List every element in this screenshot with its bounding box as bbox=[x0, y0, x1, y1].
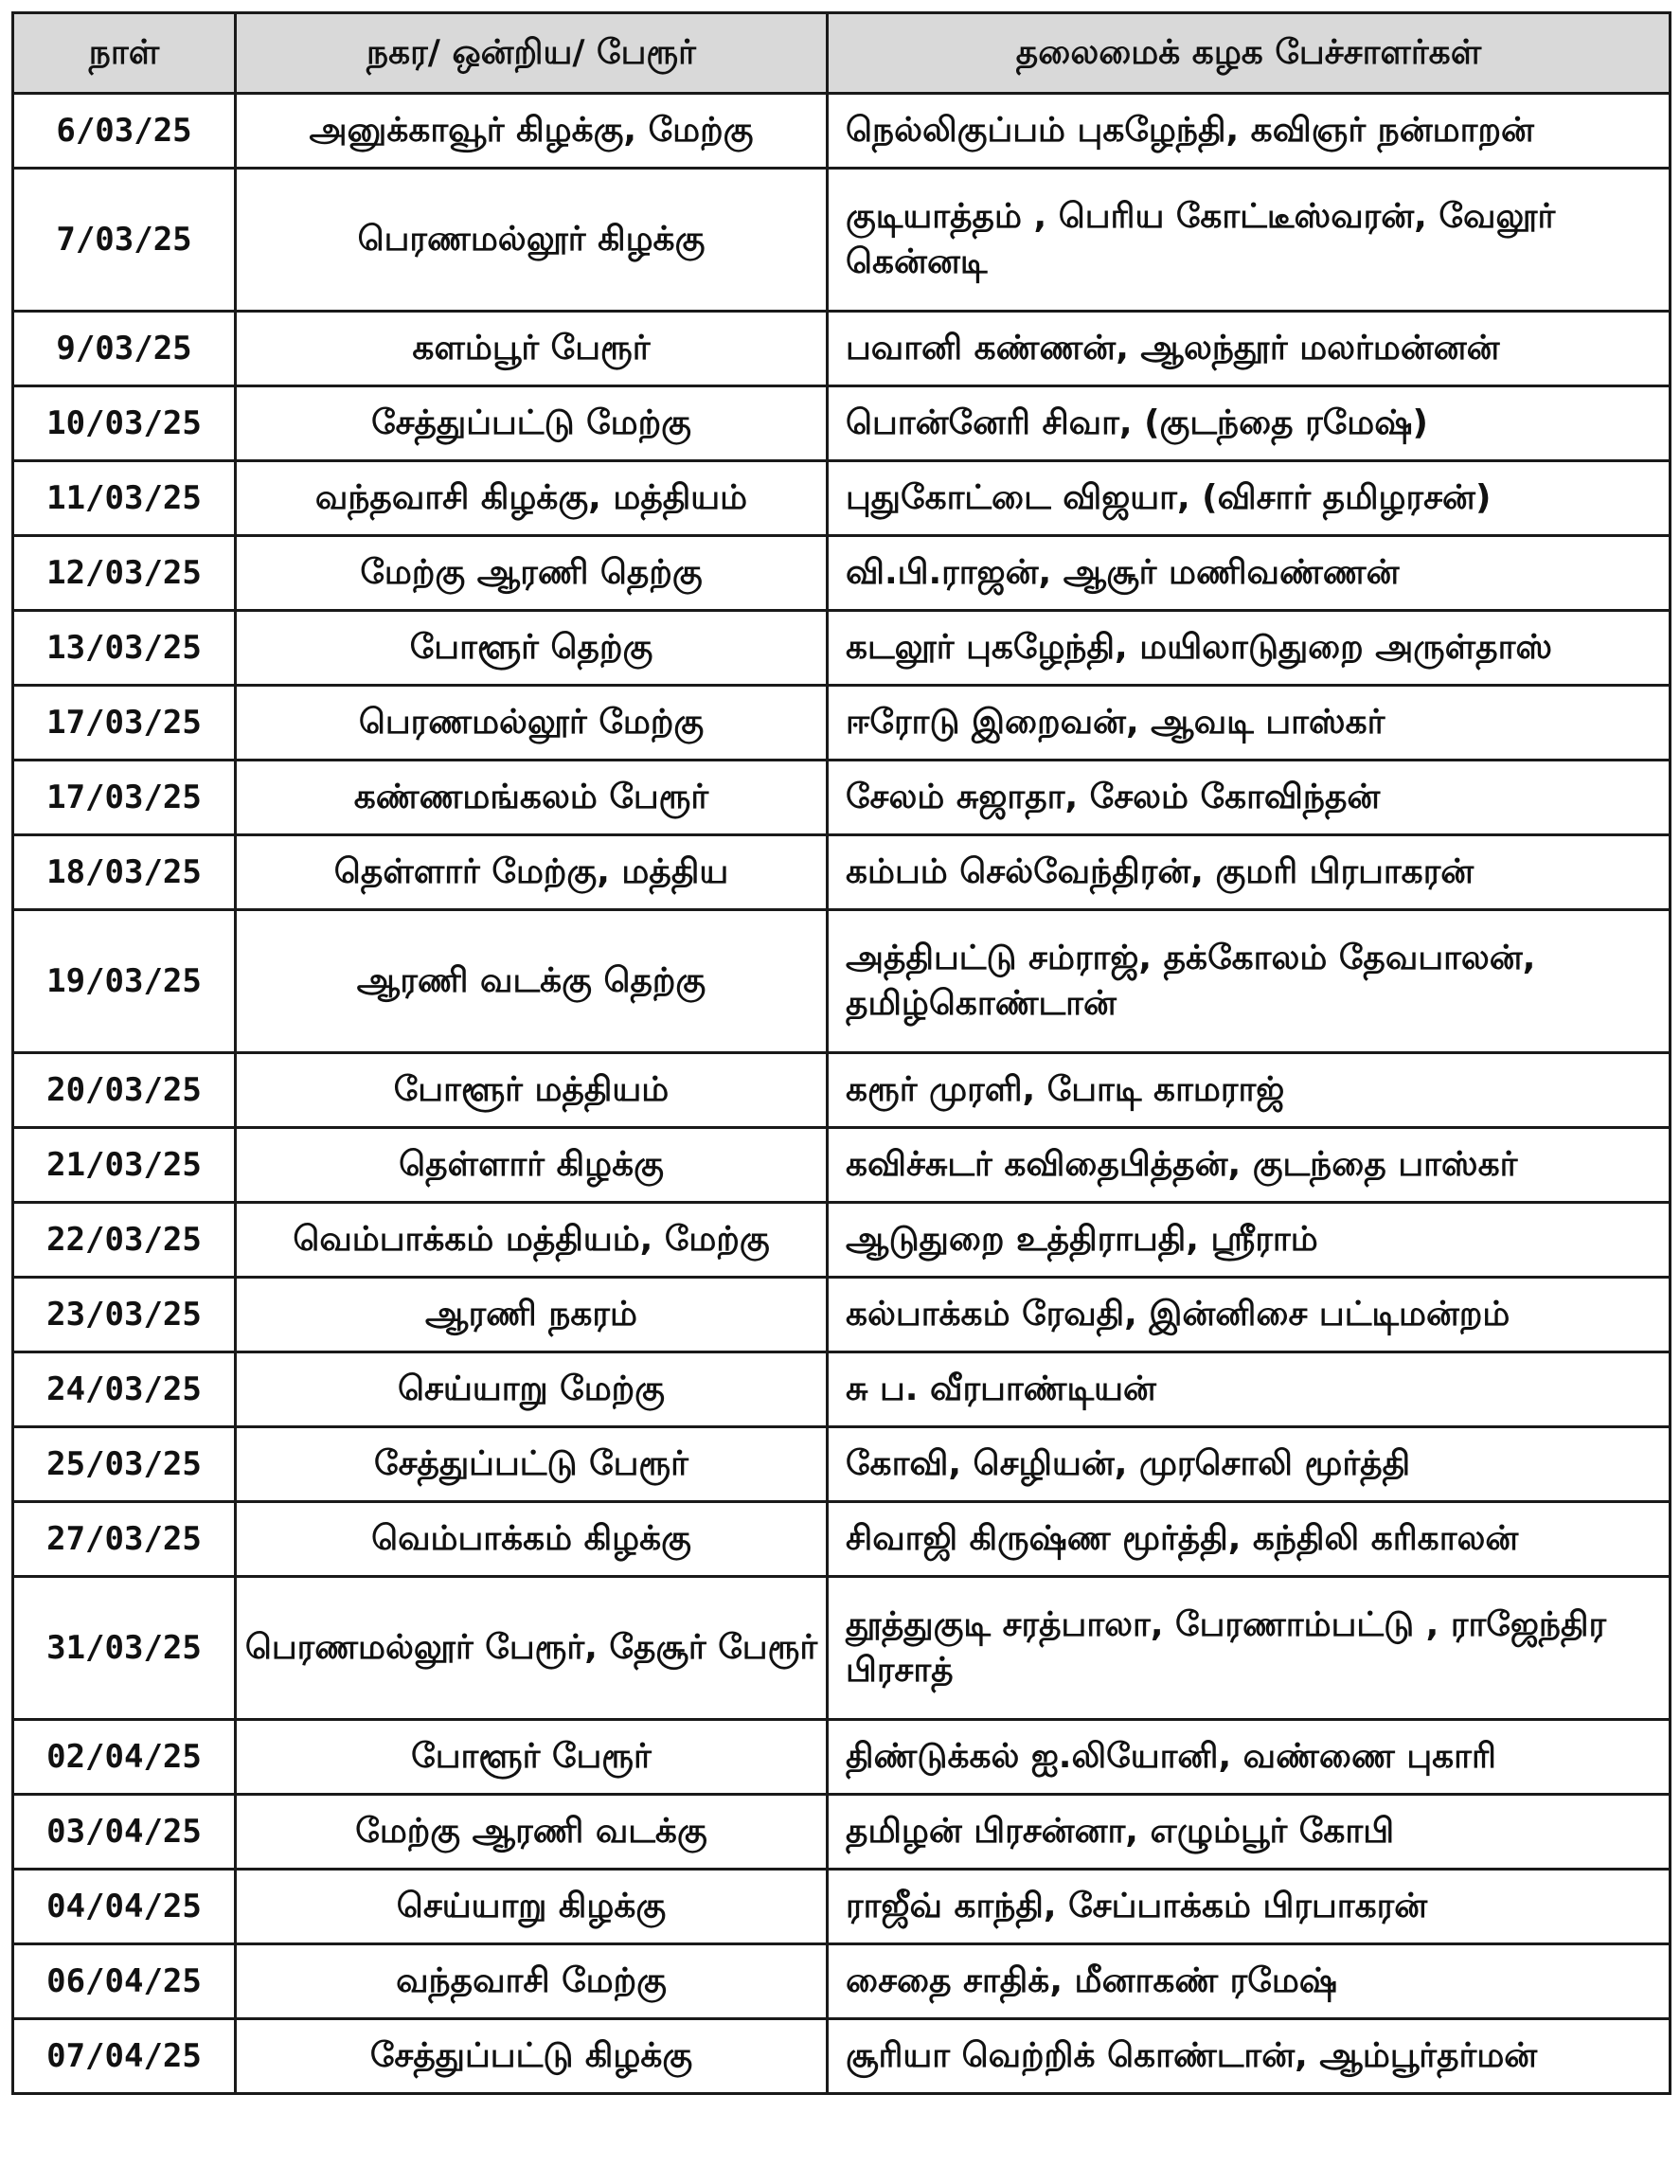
speakers-cell: சேலம் சுஜாதா, சேலம் கோவிந்தன் bbox=[828, 761, 1671, 835]
table-row bbox=[13, 1203, 1671, 1278]
speakers-cell: திண்டுக்கல் ஐ.லியோனி, வண்ணை புகாரி bbox=[828, 1720, 1671, 1795]
speakers-cell: நெல்லிகுப்பம் புகழேந்தி, கவிஞர் நன்மாறன் bbox=[828, 94, 1671, 169]
date-cell: 04/04/25 bbox=[13, 1870, 236, 1944]
table-row bbox=[13, 386, 1671, 461]
place-cell: செய்யாறு கிழக்கு bbox=[236, 1870, 828, 1944]
place-cell: சேத்துப்பட்டு கிழக்கு bbox=[236, 2019, 828, 2094]
table-row bbox=[13, 1577, 1671, 1720]
date-cell: 31/03/25 bbox=[13, 1577, 236, 1720]
table-row bbox=[13, 94, 1671, 169]
date-cell: 21/03/25 bbox=[13, 1128, 236, 1203]
speakers-cell: பொன்னேரி சிவா, (குடந்தை ரமேஷ்) bbox=[828, 386, 1671, 461]
place-cell: வந்தவாசி மேற்கு bbox=[236, 1944, 828, 2019]
speakers-cell: கவிச்சுடர் கவிதைபித்தன், குடந்தை பாஸ்கர் bbox=[828, 1128, 1671, 1203]
speakers-cell: கோவி, செழியன், முரசொலி மூர்த்தி bbox=[828, 1427, 1671, 1502]
place-cell: சேத்துப்பட்டு மேற்கு bbox=[236, 386, 828, 461]
table-row bbox=[13, 1795, 1671, 1870]
header-row bbox=[13, 13, 1671, 94]
table-row bbox=[13, 169, 1671, 312]
table-row bbox=[13, 1053, 1671, 1128]
date-cell: 25/03/25 bbox=[13, 1427, 236, 1502]
date-cell: 17/03/25 bbox=[13, 761, 236, 835]
place-cell: வெம்பாக்கம் கிழக்கு bbox=[236, 1502, 828, 1577]
header-date: நாள் bbox=[13, 13, 236, 94]
date-cell: 6/03/25 bbox=[13, 94, 236, 169]
date-cell: 24/03/25 bbox=[13, 1352, 236, 1427]
date-cell: 22/03/25 bbox=[13, 1203, 236, 1278]
place-cell: போளூர் பேரூர் bbox=[236, 1720, 828, 1795]
speakers-cell: ஆடுதுறை உத்திராபதி, ஸ்ரீராம் bbox=[828, 1203, 1671, 1278]
speakers-cell: கல்பாக்கம் ரேவதி, இன்னிசை பட்டிமன்றம் bbox=[828, 1278, 1671, 1352]
speakers-cell: ராஜீவ் காந்தி, சேப்பாக்கம் பிரபாகரன் bbox=[828, 1870, 1671, 1944]
speakers-cell: கரூர் முரளி, போடி காமராஜ் bbox=[828, 1053, 1671, 1128]
table-row bbox=[13, 1352, 1671, 1427]
date-cell: 03/04/25 bbox=[13, 1795, 236, 1870]
table-row bbox=[13, 1427, 1671, 1502]
place-cell: அனுக்காவூர் கிழக்கு, மேற்கு bbox=[236, 94, 828, 169]
speakers-cell: கம்பம் செல்வேந்திரன், குமரி பிரபாகரன் bbox=[828, 835, 1671, 910]
date-cell: 19/03/25 bbox=[13, 910, 236, 1053]
place-cell: தெள்ளார் மேற்கு, மத்திய bbox=[236, 835, 828, 910]
date-cell: 07/04/25 bbox=[13, 2019, 236, 2094]
place-cell: வெம்பாக்கம் மத்தியம், மேற்கு bbox=[236, 1203, 828, 1278]
table-row bbox=[13, 2019, 1671, 2094]
date-cell: 20/03/25 bbox=[13, 1053, 236, 1128]
date-cell: 9/03/25 bbox=[13, 312, 236, 386]
date-cell: 10/03/25 bbox=[13, 386, 236, 461]
header-place: நகர/ ஒன்றிய/ பேரூர் bbox=[236, 13, 828, 94]
table-row bbox=[13, 611, 1671, 686]
place-cell: போளூர் தெற்கு bbox=[236, 611, 828, 686]
date-cell: 13/03/25 bbox=[13, 611, 236, 686]
date-cell: 17/03/25 bbox=[13, 686, 236, 761]
place-cell: ஆரணி வடக்கு தெற்கு bbox=[236, 910, 828, 1053]
speakers-cell: ஈரோடு இறைவன், ஆவடி பாஸ்கர் bbox=[828, 686, 1671, 761]
place-cell: பெரணமல்லூர் பேரூர், தேசூர் பேரூர் bbox=[236, 1577, 828, 1720]
place-cell: சேத்துப்பட்டு பேரூர் bbox=[236, 1427, 828, 1502]
table-row bbox=[13, 910, 1671, 1053]
speakers-cell: அத்திபட்டு சம்ராஜ், தக்கோலம் தேவபாலன், தமிழ்கொண்டான் bbox=[828, 910, 1671, 1053]
speakers-cell: புதுகோட்டை விஜயா, (விசார் தமிழரசன்) bbox=[828, 461, 1671, 536]
date-cell: 02/04/25 bbox=[13, 1720, 236, 1795]
date-cell: 27/03/25 bbox=[13, 1502, 236, 1577]
place-cell: களம்பூர் பேரூர் bbox=[236, 312, 828, 386]
schedule-document bbox=[11, 11, 1669, 2095]
date-cell: 06/04/25 bbox=[13, 1944, 236, 2019]
date-cell: 12/03/25 bbox=[13, 536, 236, 611]
speakers-cell: சிவாஜி கிருஷ்ண மூர்த்தி, கந்திலி கரிகாலன் bbox=[828, 1502, 1671, 1577]
date-cell: 18/03/25 bbox=[13, 835, 236, 910]
schedule-table bbox=[11, 11, 1671, 2095]
place-cell: மேற்கு ஆரணி தெற்கு bbox=[236, 536, 828, 611]
place-cell: போளூர் மத்தியம் bbox=[236, 1053, 828, 1128]
table-row bbox=[13, 1278, 1671, 1352]
speakers-cell: சூரியா வெற்றிக் கொண்டான், ஆம்பூர்தர்மன் bbox=[828, 2019, 1671, 2094]
table-row bbox=[13, 1502, 1671, 1577]
place-cell: செய்யாறு மேற்கு bbox=[236, 1352, 828, 1427]
table-row bbox=[13, 1870, 1671, 1944]
header-speakers: தலைமைக் கழக பேச்சாளர்கள் bbox=[828, 13, 1671, 94]
date-cell: 11/03/25 bbox=[13, 461, 236, 536]
speakers-cell: தூத்துகுடி சரத்பாலா, பேரணாம்பட்டு , ராஜேந்திர பிரசாத் bbox=[828, 1577, 1671, 1720]
place-cell: தெள்ளார் கிழக்கு bbox=[236, 1128, 828, 1203]
table-row bbox=[13, 1720, 1671, 1795]
speakers-cell: குடியாத்தம் , பெரிய கோட்டீஸ்வரன், வேலூர் கென்னடி bbox=[828, 169, 1671, 312]
speakers-cell: தமிழன் பிரசன்னா, எழும்பூர் கோபி bbox=[828, 1795, 1671, 1870]
date-cell: 7/03/25 bbox=[13, 169, 236, 312]
date-cell: 23/03/25 bbox=[13, 1278, 236, 1352]
place-cell: பெரணமல்லூர் மேற்கு bbox=[236, 686, 828, 761]
place-cell: மேற்கு ஆரணி வடக்கு bbox=[236, 1795, 828, 1870]
place-cell: பெரணமல்லூர் கிழக்கு bbox=[236, 169, 828, 312]
table-row bbox=[13, 1944, 1671, 2019]
speakers-cell: சு ப. வீரபாண்டியன் bbox=[828, 1352, 1671, 1427]
table-header bbox=[13, 13, 1671, 94]
speakers-cell: கடலூர் புகழேந்தி, மயிலாடுதுறை அருள்தாஸ் bbox=[828, 611, 1671, 686]
table-row bbox=[13, 536, 1671, 611]
table-row bbox=[13, 761, 1671, 835]
table-row bbox=[13, 312, 1671, 386]
speakers-cell: பவானி கண்ணன், ஆலந்தூர் மலர்மன்னன் bbox=[828, 312, 1671, 386]
table-body bbox=[13, 94, 1671, 2094]
table-row bbox=[13, 1128, 1671, 1203]
table-row bbox=[13, 461, 1671, 536]
speakers-cell: சைதை சாதிக், மீனாகண் ரமேஷ் bbox=[828, 1944, 1671, 2019]
table-row bbox=[13, 835, 1671, 910]
place-cell: வந்தவாசி கிழக்கு, மத்தியம் bbox=[236, 461, 828, 536]
place-cell: ஆரணி நகரம் bbox=[236, 1278, 828, 1352]
place-cell: கண்ணமங்கலம் பேரூர் bbox=[236, 761, 828, 835]
table-row bbox=[13, 686, 1671, 761]
speakers-cell: வி.பி.ராஜன், ஆசூர் மணிவண்ணன் bbox=[828, 536, 1671, 611]
